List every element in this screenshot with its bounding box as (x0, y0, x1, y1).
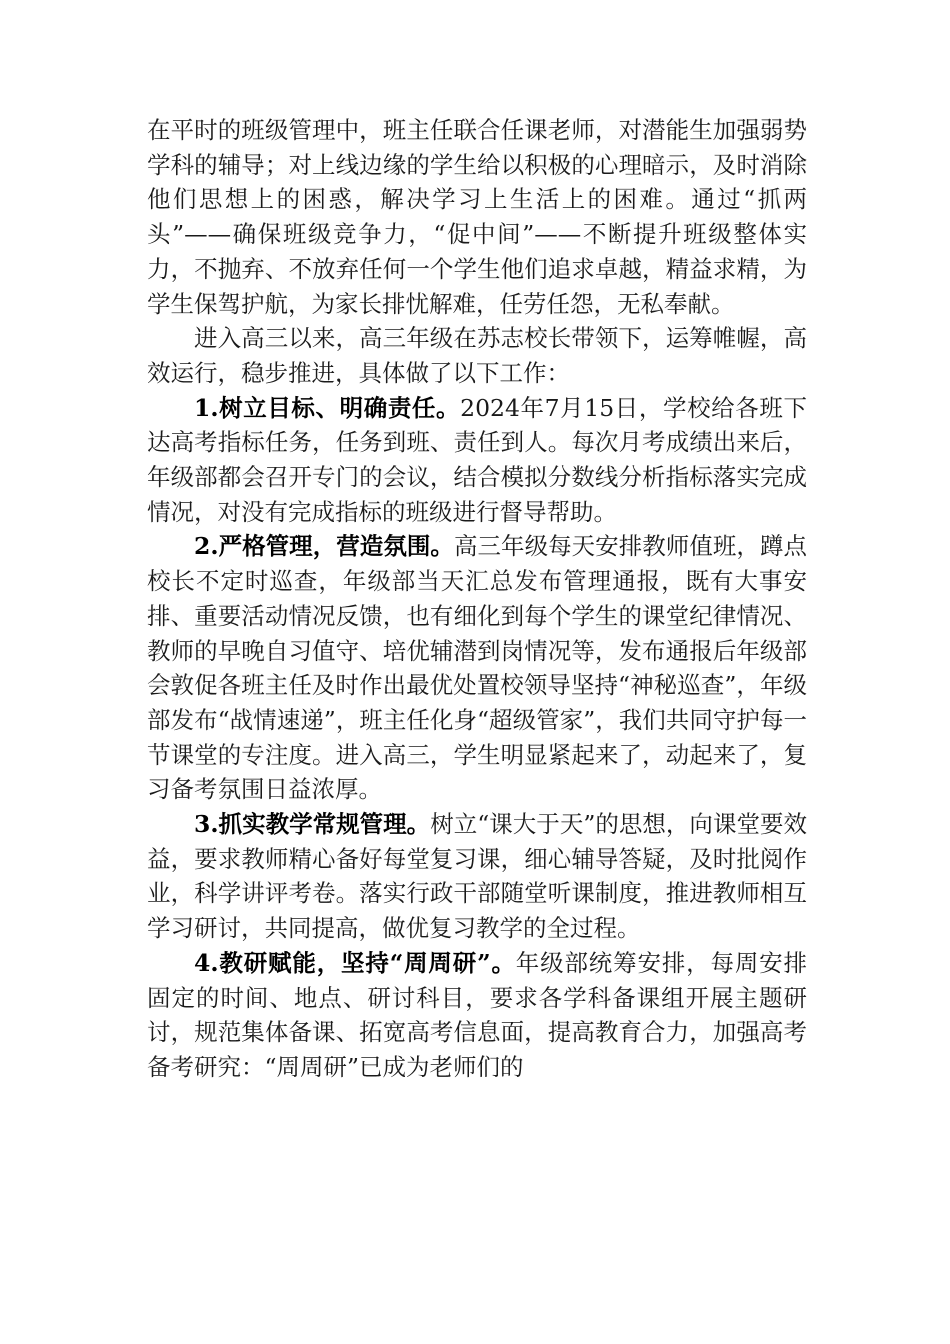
item-heading: 3.抓实教学常规管理。 (194, 810, 431, 839)
paragraph-class-management (147, 113, 807, 321)
paragraph-item-4 (147, 946, 807, 1085)
item-heading: 2.严格管理，营造氛围。 (194, 532, 454, 561)
paragraph-body: 年级部统筹安排，每周安排固定的时间、地点、研讨科目，要求各学科备课组开展主题研讨，规范集体备课、拓宽高考信息面，提高教育合力，加强高考备考研究：“周周研”已成为老师们的 (147, 948, 808, 1081)
item-heading: 4.教研赋能，坚持“周周研”。 (194, 948, 516, 977)
paragraph-body: 在平时的班级管理中，班主任联合任课老师，对潜能生加强弱势学科的辅导；对上线边缘的学生给以积极的心理暗示，及时消除他们思想上的困惑，解决学习上生活上的困难。通过“抓两头”——确保班级竞争力，“促中间”——不断提升班级整体实力，不抛弃、不放弃任何一个学生他们追求卓越，精益求精，为学生保驾护航，为家长排忧解难，任劳任怨，无私奉献。 (147, 116, 807, 318)
paragraph-body: 2024年7月15日，学校给各班下达高考指标任务，任务到班、责任到人。每次月考成绩出来后，年级部都会召开专门的会议，结合模拟分数线分析指标落实完成情况，对没有完成指标的班级进行督导帮助。 (147, 393, 807, 526)
document-body (147, 113, 807, 1085)
paragraph-body: 高三年级每天安排教师值班，蹲点校长不定时巡查，年级部当天汇总发布管理通报，既有大事安排、重要活动情况反馈，也有细化到每个学生的课堂纪律情况、教师的早晚自习值守、培优辅潜到岗情况等，发布通报后年级部会敦促各班主任及时作出最优处置校领导坚持“神秘巡查”，年级部发布“战情速递”，班主任化身“超级管家”，我们共同守护每一节课堂的专注度。进入高三，学生明显紧起来了，动起来了，复习备考氛围日益浓厚。 (147, 532, 807, 804)
paragraph-item-2 (147, 529, 807, 807)
paragraph-body: 树立“课大于天”的思想，向课堂要效益，要求教师精心备好每堂复习课，细心辅导答疑，及时批阅作业，科学讲评考卷。落实行政干部随堂听课制度，推进教师相互学习研讨，共同提高，做优复习教学的全过程。 (147, 810, 807, 943)
item-heading: 1.树立目标、明确责任。 (194, 393, 461, 422)
paragraph-intro (147, 321, 807, 390)
paragraph-body: 进入高三以来，高三年级在苏志校长带领下，运筹帷幄，高效运行，稳步推进，具体做了以下工作： (147, 324, 807, 387)
paragraph-item-1 (147, 391, 807, 530)
paragraph-item-3 (147, 807, 807, 946)
